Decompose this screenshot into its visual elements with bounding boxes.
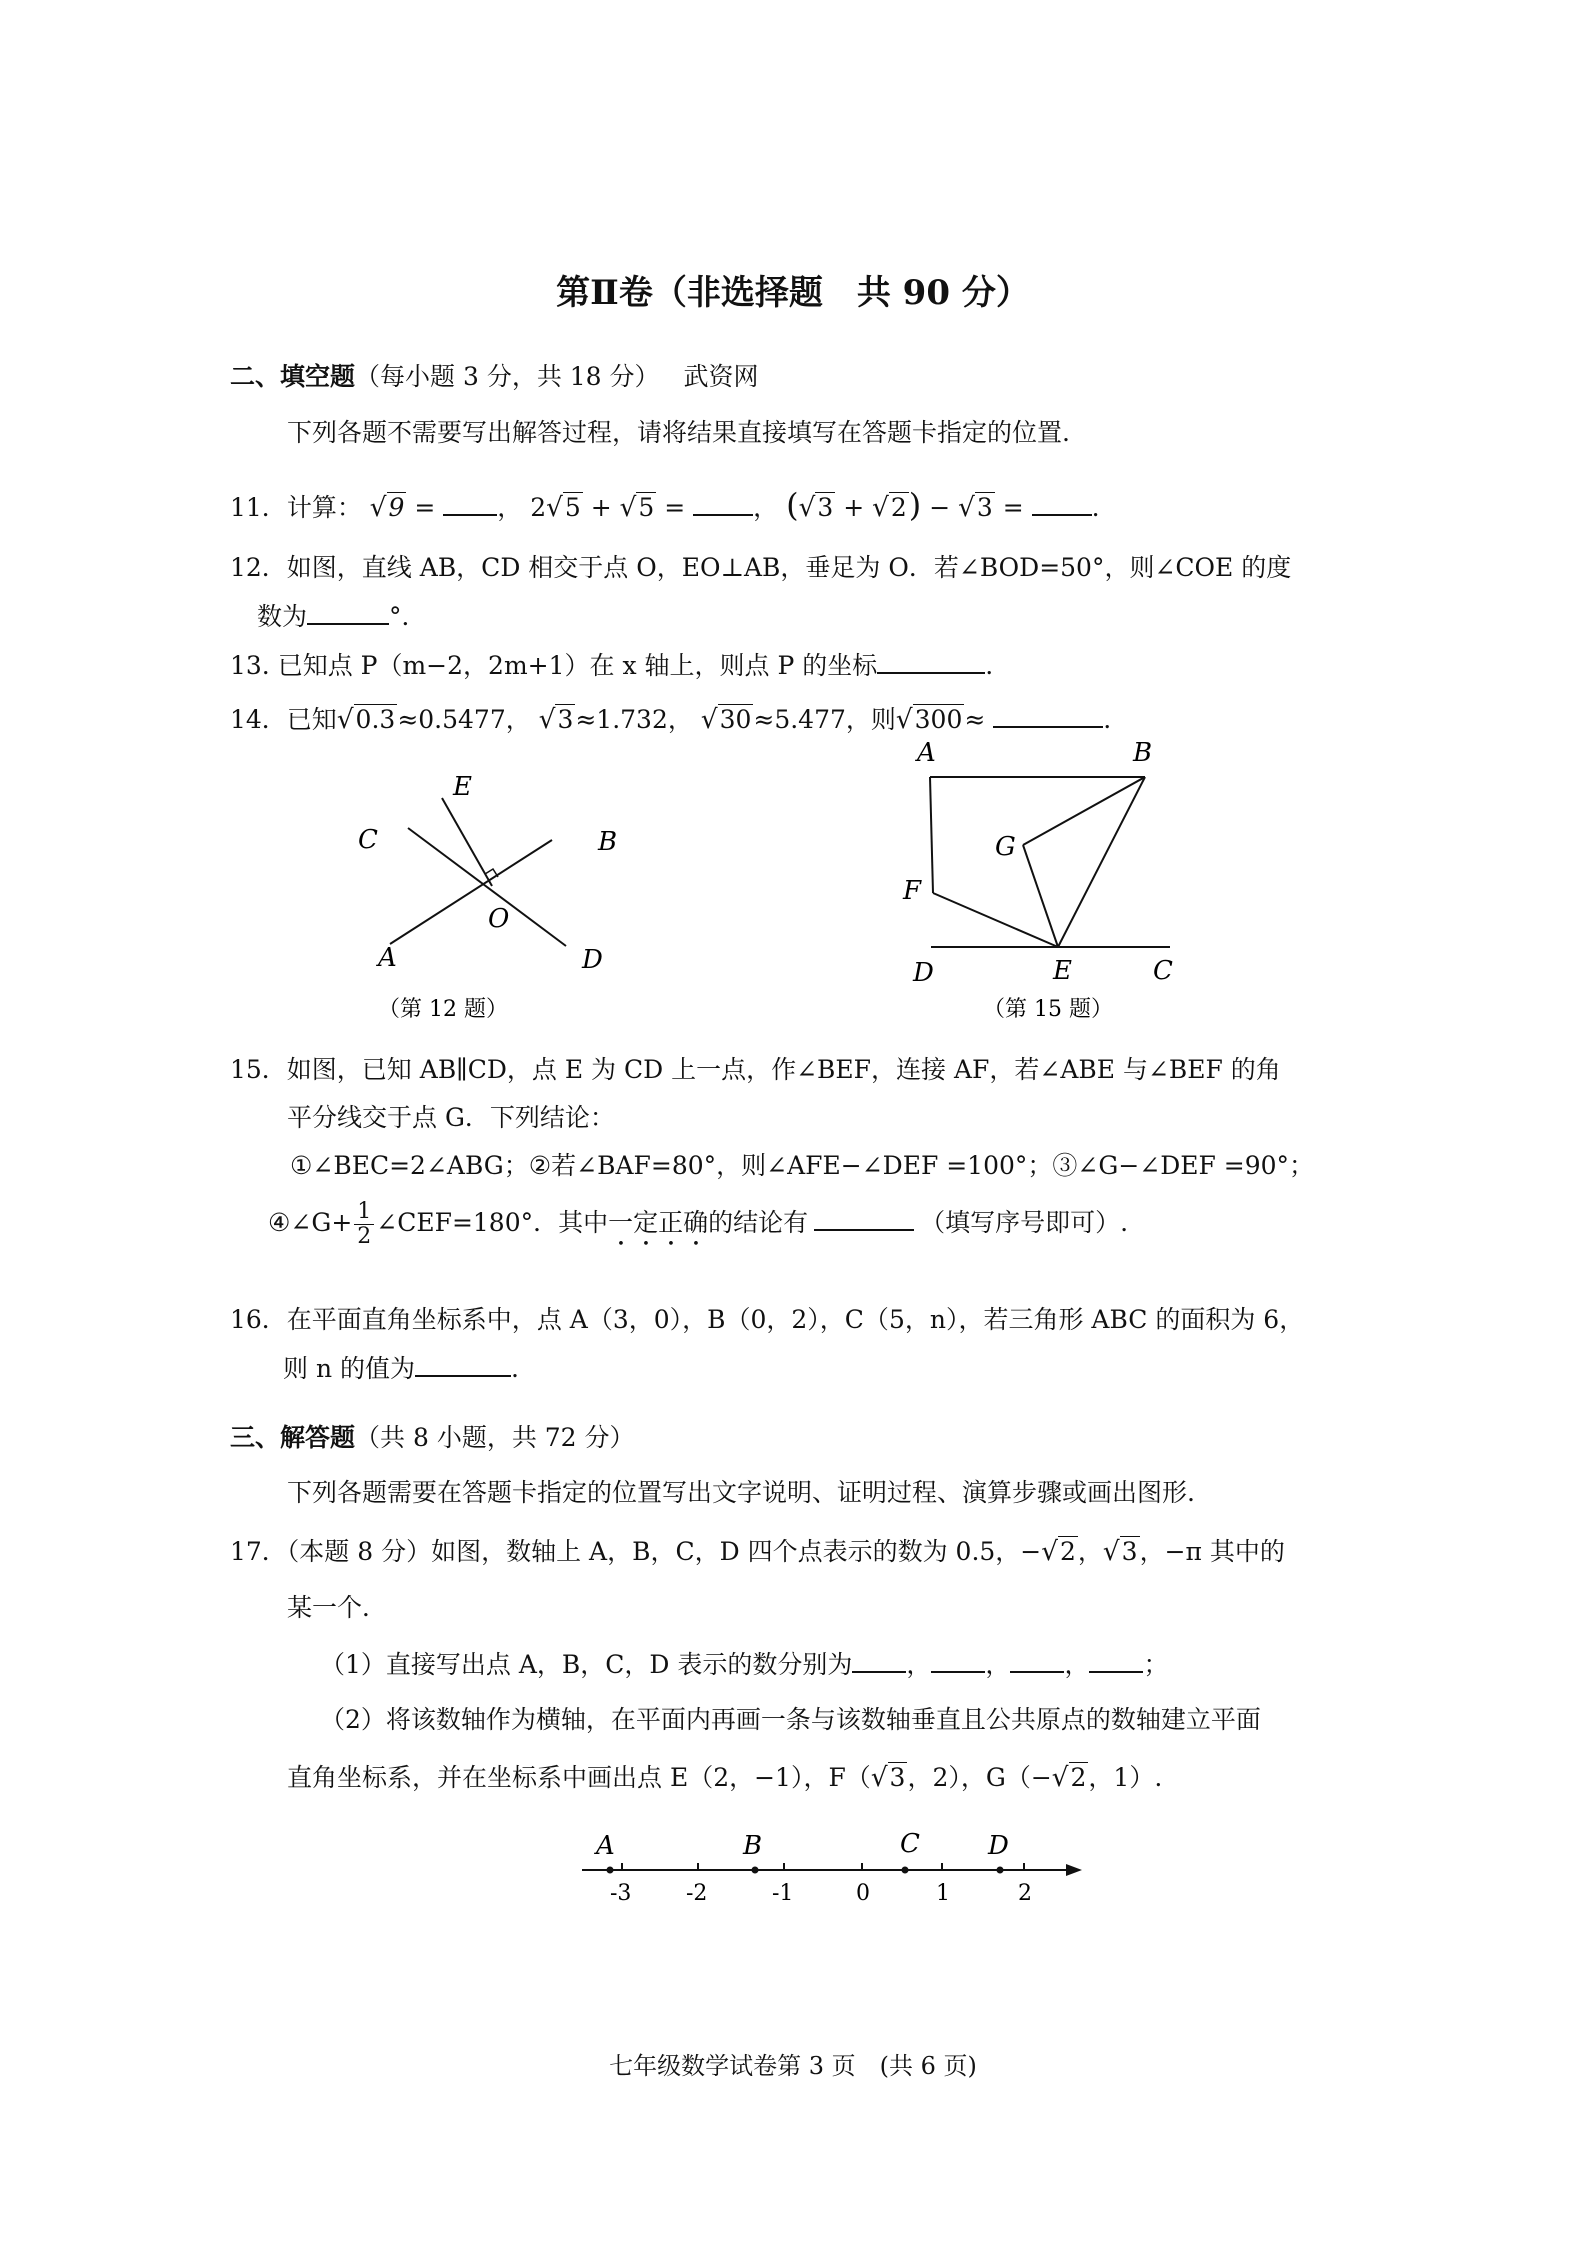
section-2-note: （每小题 3 分，共 18 分） xyxy=(355,362,660,391)
point-b xyxy=(752,1867,759,1874)
fig12-label-o: O xyxy=(488,904,510,934)
q13-end: . xyxy=(985,651,994,680)
q12-line2-end: °． xyxy=(389,602,427,631)
fig12-caption: （第 12 题） xyxy=(378,997,508,1022)
sqrt-5-a: √5 xyxy=(546,493,581,523)
number-line-label-b: B xyxy=(743,1831,763,1861)
q17-blank-c xyxy=(1010,1649,1064,1673)
number-line-label-d: D xyxy=(988,1831,1009,1861)
q15-blank xyxy=(814,1207,914,1231)
fig15-label-d: D xyxy=(913,958,934,988)
question-15-line-3: ①∠BEC=2∠ABG；②若∠BAF=80°，则∠AFE−∠DEF =100°；③∠G−∠DEF =90°； xyxy=(290,1151,1315,1180)
q17-line1-c: ，−π 其中的 xyxy=(1139,1537,1285,1566)
sqrt-3-b: √3 xyxy=(958,493,993,523)
q15-l4-a: ④∠G+ xyxy=(268,1208,353,1237)
fig12-label-d: D xyxy=(582,945,603,975)
q16-line2-end: . xyxy=(511,1354,519,1383)
q14-v4: ≈ xyxy=(964,705,986,734)
sqrt-2: √2 xyxy=(872,493,907,523)
question-13 xyxy=(230,646,993,682)
fig15-caption: （第 15 题） xyxy=(983,997,1113,1022)
q16-blank xyxy=(415,1353,511,1377)
segment-af xyxy=(930,777,933,893)
q11-sep-1: ， xyxy=(497,493,523,522)
segment-be xyxy=(1058,777,1145,947)
question-15-line-2: 平分线交于点 G．下列结论： xyxy=(287,1103,615,1132)
point-d xyxy=(997,1867,1004,1874)
number-line-figure xyxy=(570,1820,1090,1930)
q17-part2-b: ，2），G（− xyxy=(907,1763,1052,1792)
sqrt-2-g: √2 xyxy=(1051,1763,1087,1793)
line-ab xyxy=(390,840,552,944)
sqrt-2-q17: √2 xyxy=(1041,1537,1076,1567)
fig15-label-e: E xyxy=(1053,956,1072,986)
q11-end: . xyxy=(1091,493,1100,522)
sqrt-5-b: √5 xyxy=(619,493,655,523)
q14-blank xyxy=(993,704,1103,728)
section-2-heading: 二、填空题 xyxy=(230,362,356,391)
q17-comma-3: ， xyxy=(1064,1650,1090,1679)
q15-l4-c: 的结论有 xyxy=(708,1208,809,1237)
q11-minus: − xyxy=(929,493,951,522)
q14-number: 14．已知 xyxy=(230,705,337,734)
q11-blank-1 xyxy=(443,492,497,516)
fig12-label-e: E xyxy=(453,772,472,802)
q13-blank xyxy=(877,650,985,674)
fig15-label-a: A xyxy=(917,738,936,768)
q17-blank-b xyxy=(931,1649,985,1673)
segment-fe xyxy=(933,893,1058,947)
q12-line2-text: 数为 xyxy=(257,602,308,631)
watermark-text: 武资网 xyxy=(683,362,759,391)
section-3-instruction: 下列各题需要在答题卡指定的位置写出文字说明、证明过程、演算步骤或画出图形. xyxy=(287,1478,1195,1507)
tick-label: 1 xyxy=(936,1881,950,1906)
number-line-label-a: A xyxy=(596,1831,615,1861)
tick-label: 0 xyxy=(856,1881,870,1906)
question-12-line-2 xyxy=(257,597,427,633)
question-17-line-1 xyxy=(230,1532,1285,1568)
tick-label: -3 xyxy=(610,1881,632,1906)
q14-end: . xyxy=(1103,705,1112,734)
q17-blank-a xyxy=(852,1649,906,1673)
q11-blank-2 xyxy=(693,492,753,516)
question-16-line-2 xyxy=(283,1349,519,1385)
number-line-ticks xyxy=(622,1863,1024,1870)
segment-ge xyxy=(1023,845,1058,947)
q17-line1-a: 17．（本题 8 分）如图，数轴上 A，B，C，D 四个点表示的数为 0.5，− xyxy=(230,1537,1042,1566)
fig15-label-f: F xyxy=(903,876,922,906)
q14-v1: ≈0.5477， xyxy=(397,705,531,734)
number-line-label-c: C xyxy=(900,1829,920,1859)
question-12-line-1: 12．如图，直线 AB，CD 相交于点 O，EO⊥AB，垂足为 O．若∠BOD=50°，则∠COE 的度 xyxy=(230,553,1292,582)
sqrt-300: √300 xyxy=(895,705,963,735)
question-16-line-1: 16．在平面直角坐标系中，点 A（3，0），B（0，2），C（5，n），若三角形 ABC 的面积为 6， xyxy=(230,1305,1305,1334)
sqrt-3-a: √3 xyxy=(798,493,834,523)
q17-comma-2: ， xyxy=(985,1650,1011,1679)
sqrt-30: √30 xyxy=(700,705,752,735)
question-17-part-2-line-1: （2）将该数轴作为横轴，在平面内再画一条与该数轴垂直且公共原点的数轴建立平面 xyxy=(320,1705,1261,1734)
tick-label: -1 xyxy=(772,1881,794,1906)
question-11: 11．计算： √9 = ， 2√5 + √5 = ， (√3 + √2) − √3 = . xyxy=(230,486,1100,524)
fig15-label-g: G xyxy=(995,832,1016,862)
q11-prefix: 计算： xyxy=(286,493,362,522)
number-line-arrow-icon xyxy=(1066,1864,1082,1876)
q15-l4-d: （填写序号即可）. xyxy=(920,1208,1129,1237)
sqrt-3-f: √3 xyxy=(870,1763,906,1793)
fig15-label-b: B xyxy=(1133,738,1153,768)
question-17-part-1 xyxy=(320,1645,1168,1681)
section-3-header xyxy=(230,1418,635,1454)
q17-comma-1: ， xyxy=(906,1650,932,1679)
sqrt-3-q14: √3 xyxy=(538,705,574,735)
tick-label: -2 xyxy=(686,1881,708,1906)
q17-blank-d xyxy=(1089,1649,1143,1673)
q15-l4-b: ∠CEF=180°．其中 xyxy=(376,1208,609,1237)
page-title: 第Ⅱ卷（非选择题 共 90 分） xyxy=(556,273,1030,313)
q17-part2-c: ，1）. xyxy=(1088,1763,1163,1792)
figure-15 xyxy=(895,735,1225,1035)
q17-semi: ； xyxy=(1143,1650,1169,1679)
section-2-header xyxy=(230,357,759,393)
question-14 xyxy=(230,700,1111,736)
point-c xyxy=(902,1867,909,1874)
fig12-label-a: A xyxy=(378,943,397,973)
q17-line1-b: ， xyxy=(1077,1537,1103,1566)
fraction-one-half: $\frac{1}{2}$ xyxy=(354,1200,374,1249)
question-17-part-2-line-2 xyxy=(287,1758,1162,1794)
section-2-instruction: 下列各题不需要写出解答过程，请将结果直接填写在答题卡指定的位置. xyxy=(287,418,1070,447)
sqrt-3-q17: √3 xyxy=(1102,1537,1138,1567)
q14-v2: ≈1.732， xyxy=(575,705,693,734)
q11-eq-2: = xyxy=(664,493,686,522)
sqrt-9: √9 xyxy=(369,493,405,523)
q14-v3: ≈5.477，则 xyxy=(753,705,896,734)
fig15-label-c: C xyxy=(1153,956,1173,986)
fig12-label-c: C xyxy=(358,825,378,855)
q11-coef: 2 xyxy=(530,493,547,522)
q15-emphasis-text: 一定正确 xyxy=(608,1208,709,1237)
point-a xyxy=(607,1867,614,1874)
page-footer: 七年级数学试卷第 3 页 (共 6 页) xyxy=(609,2052,977,2080)
q16-line2-text: 则 n 的值为 xyxy=(283,1354,415,1383)
q12-blank xyxy=(307,601,389,625)
q13-text: 13. 已知点 P（m−2，2m+1）在 x 轴上，则点 P 的坐标 xyxy=(230,651,878,680)
tick-label: 2 xyxy=(1018,1881,1032,1906)
q17-part2-a: 直角坐标系，并在坐标系中画出点 E（2，−1），F（ xyxy=(287,1763,871,1792)
q11-eq-1: = xyxy=(414,493,436,522)
q11-number: 11． xyxy=(230,493,287,522)
q11-sep-2: ， xyxy=(753,493,779,522)
question-15-line-4 xyxy=(268,1200,1128,1252)
section-3-heading: 三、解答题 xyxy=(230,1423,356,1452)
section-3-note: （共 8 小题，共 72 分） xyxy=(355,1423,635,1452)
q11-blank-3 xyxy=(1032,492,1092,516)
fig12-label-b: B xyxy=(598,827,618,857)
q11-plus-2: + xyxy=(843,493,865,522)
question-15-line-1: 15．如图，已知 AB∥CD，点 E 为 CD 上一点，作∠BEF，连接 AF，若∠ABE 与∠BEF 的角 xyxy=(230,1055,1281,1084)
q11-plus-1: + xyxy=(590,493,612,522)
sqrt-0-3: √0.3 xyxy=(336,705,396,735)
q11-eq-3: = xyxy=(1002,493,1024,522)
question-17-line-2: 某一个． xyxy=(287,1593,388,1622)
q17-part1-text: （1）直接写出点 A，B，C，D 表示的数分别为 xyxy=(320,1650,853,1679)
figure-12 xyxy=(340,760,660,1040)
